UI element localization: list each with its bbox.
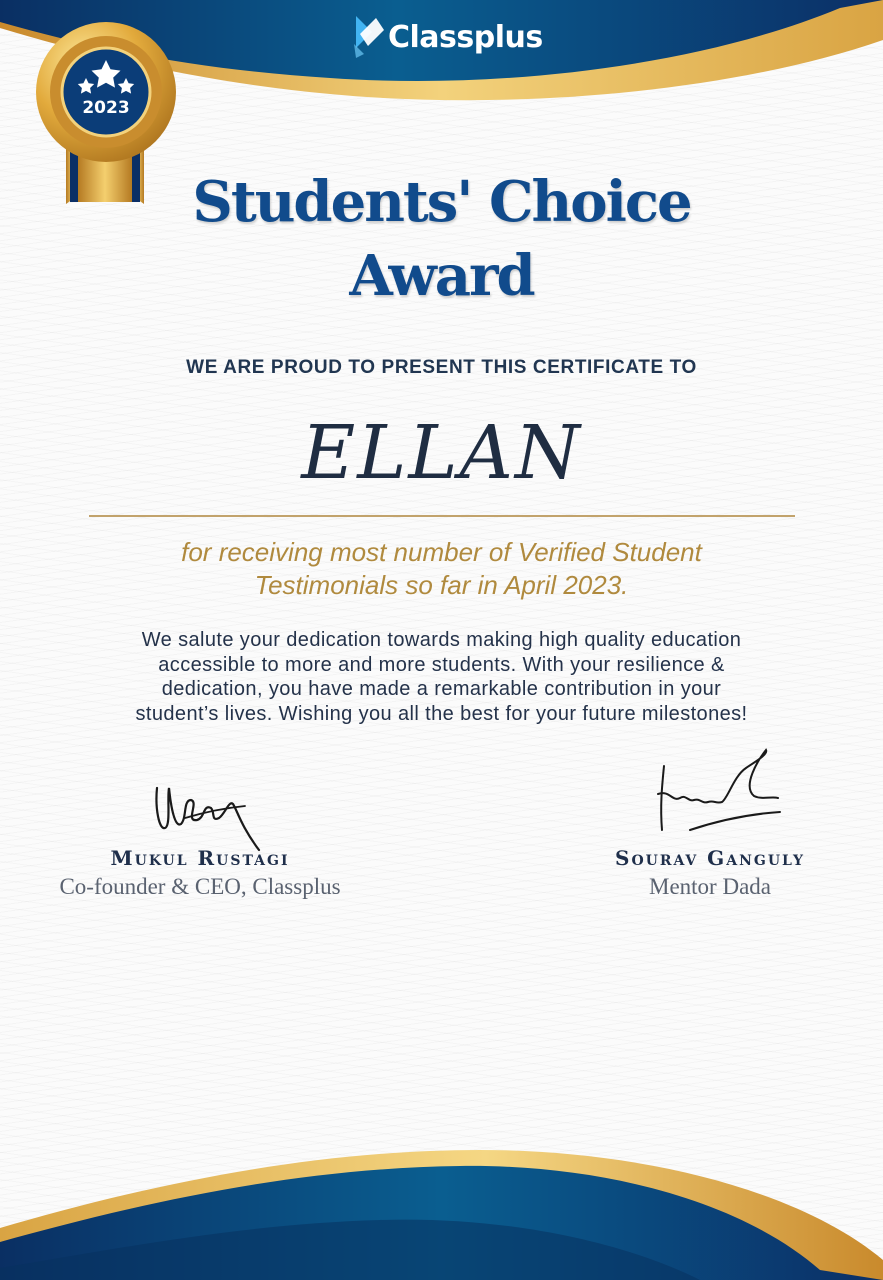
salute-line-4: student’s lives. Wishing you all the best for your future milestones! bbox=[135, 702, 748, 725]
salute-line-1: We salute your dedication towards making high quality education bbox=[141, 629, 742, 651]
left-signatory bbox=[20, 843, 380, 901]
left-signatory-name: Mukul Rustagi bbox=[110, 846, 290, 870]
name-divider bbox=[89, 515, 795, 517]
classplus-brand bbox=[350, 14, 550, 60]
salute-paragraph bbox=[60, 628, 823, 726]
reason-line-1: for receiving most number of Verified Student bbox=[181, 537, 702, 567]
salute-line-2: accessible to more and more students. With your resilience & bbox=[158, 653, 725, 676]
award-reason bbox=[100, 536, 783, 602]
bottom-wave-band bbox=[0, 1150, 883, 1280]
right-signature-scribble bbox=[650, 746, 790, 838]
left-signature-scribble bbox=[145, 778, 275, 852]
left-signatory-role: Co-founder & CEO, Classplus bbox=[59, 874, 341, 899]
certificate-title bbox=[0, 165, 883, 313]
title-line-1: Students' Choice bbox=[192, 169, 691, 235]
brand-name: Classplus bbox=[388, 20, 543, 55]
presentation-line: WE ARE PROUD TO PRESENT THIS CERTIFICATE TO bbox=[186, 357, 697, 378]
title-line-2: Award bbox=[349, 243, 534, 309]
reason-line-2: Testimonials so far in April 2023. bbox=[254, 570, 629, 600]
recipient-name: ELLAN bbox=[301, 410, 582, 496]
classplus-diamond-logo-icon bbox=[350, 14, 386, 58]
right-signatory bbox=[560, 843, 860, 901]
salute-line-3: dedication, you have made a remarkable contribution in your bbox=[161, 678, 722, 700]
medal-year: 2023 bbox=[82, 98, 130, 118]
right-signatory-role: Mentor Dada bbox=[649, 874, 771, 899]
right-signatory-name: Sourav Ganguly bbox=[615, 846, 805, 870]
